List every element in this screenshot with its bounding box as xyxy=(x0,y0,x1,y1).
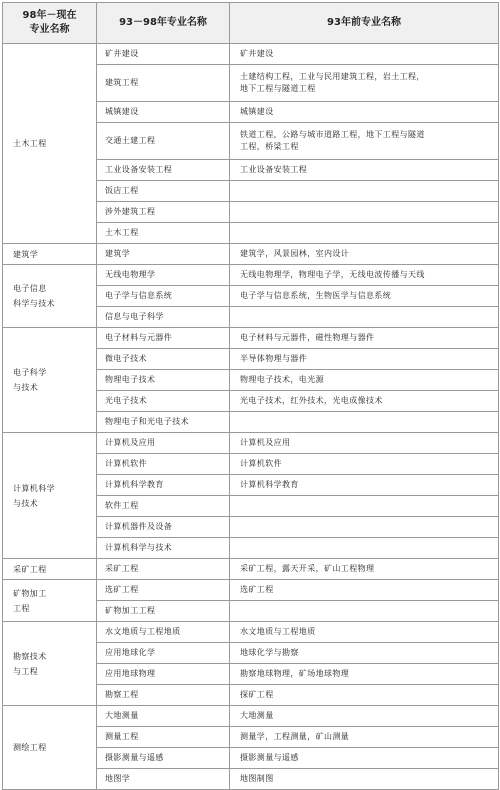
old-major-name xyxy=(230,454,499,475)
table-row xyxy=(3,44,499,65)
table-row xyxy=(3,559,499,580)
mid-major-name: 计算机软件 xyxy=(97,454,230,475)
table-row xyxy=(3,328,499,349)
mid-major-name: 大地测量 xyxy=(97,706,230,727)
old-major-name xyxy=(230,517,499,538)
old-major-name xyxy=(230,391,499,412)
old-major-name-line: 矿井建设 xyxy=(240,49,274,58)
mid-major-name: 软件工程 xyxy=(97,496,230,517)
mid-major-name: 矿物加工工程 xyxy=(97,601,230,622)
old-major-name-line: 铁道工程，公路与城市道路工程，地下工程与隧道 xyxy=(240,130,425,139)
major-mapping-table xyxy=(2,2,499,790)
old-major-name xyxy=(230,664,499,685)
mid-major-name: 应用地球化学 xyxy=(97,643,230,664)
header-new-name xyxy=(3,3,97,44)
old-major-name xyxy=(230,559,499,580)
new-major-name-line: 与技术 xyxy=(13,498,39,508)
new-major-name-line: 电子科学 xyxy=(13,368,47,377)
mid-major-name: 矿井建设 xyxy=(97,44,230,65)
old-major-name-line: 电子材料与元器件，磁性物理与器件 xyxy=(240,333,375,342)
mid-major-name: 土木工程 xyxy=(97,223,230,244)
mid-major-name: 计算机科学教育 xyxy=(97,475,230,496)
old-major-name-line: 地球化学与勘察 xyxy=(240,648,299,657)
old-major-name xyxy=(230,769,499,790)
old-major-name xyxy=(230,496,499,517)
mid-major-name: 计算机科学与技术 xyxy=(97,538,230,559)
old-major-name-line: 采矿工程，露天开采，矿山工程物理 xyxy=(240,564,375,573)
old-major-name-line: 计算机软件 xyxy=(240,459,282,468)
old-major-name xyxy=(230,727,499,748)
mid-major-name: 地图学 xyxy=(97,769,230,790)
old-major-name-line: 工业设备安装工程 xyxy=(240,165,308,174)
mid-major-name: 光电子技术 xyxy=(97,391,230,412)
old-major-name xyxy=(230,286,499,307)
old-major-name-line: 物理电子技术，电光源 xyxy=(240,375,324,384)
mid-major-name: 电子材料与元器件 xyxy=(97,328,230,349)
old-major-name-line: 勘察地球物理，矿场地球物理 xyxy=(240,669,350,678)
old-major-name xyxy=(230,265,499,286)
mid-major-name: 信息与电子科学 xyxy=(97,307,230,328)
new-major-name-line: 测绘工程 xyxy=(13,743,47,752)
old-major-name-line: 无线电物理学，物理电子学，无线电波传播与天线 xyxy=(240,270,425,279)
table-row xyxy=(3,433,499,454)
old-major-name xyxy=(230,65,499,102)
new-major-name-line: 土木工程 xyxy=(13,139,47,148)
old-major-name xyxy=(230,328,499,349)
old-major-name xyxy=(230,349,499,370)
new-major-name xyxy=(3,44,97,244)
old-major-name-line: 电子学与信息系统，生物医学与信息系统 xyxy=(240,291,392,300)
mid-major-name: 工业设备安装工程 xyxy=(97,160,230,181)
mid-major-name: 计算机器件及设备 xyxy=(97,517,230,538)
header-new-line2: 专业名称 xyxy=(29,24,70,35)
table-row xyxy=(3,265,499,286)
old-major-name xyxy=(230,370,499,391)
old-major-name-line: 探矿工程 xyxy=(240,690,274,699)
new-major-name-line: 工程 xyxy=(13,603,30,613)
mid-major-name: 电子学与信息系统 xyxy=(97,286,230,307)
mid-major-name: 勘察工程 xyxy=(97,685,230,706)
new-major-name-line: 建筑学 xyxy=(13,249,39,259)
new-major-name-line: 与工程 xyxy=(13,666,39,676)
table-row xyxy=(3,580,499,601)
old-major-name-line: 计算机科学教育 xyxy=(240,480,299,489)
table-row xyxy=(3,622,499,643)
mid-major-name: 交通土建工程 xyxy=(97,123,230,160)
new-major-name xyxy=(3,622,97,706)
new-major-name xyxy=(3,328,97,433)
table-body xyxy=(3,44,499,790)
old-major-name xyxy=(230,181,499,202)
old-major-name-line: 工程，桥梁工程 xyxy=(240,142,299,151)
table-row xyxy=(3,244,499,265)
new-major-name xyxy=(3,244,97,265)
new-major-name xyxy=(3,580,97,622)
old-major-name xyxy=(230,307,499,328)
mid-major-name: 涉外建筑工程 xyxy=(97,202,230,223)
new-major-name-line: 矿物加工 xyxy=(13,588,47,598)
old-major-name-line: 选矿工程 xyxy=(240,585,274,594)
old-major-name xyxy=(230,123,499,160)
old-major-name-line: 半导体物理与器件 xyxy=(240,354,308,363)
old-major-name-line: 测量学，工程测量，矿山测量 xyxy=(240,732,350,741)
mid-major-name: 建筑工程 xyxy=(97,65,230,102)
mid-major-name: 选矿工程 xyxy=(97,580,230,601)
new-major-name xyxy=(3,433,97,559)
old-major-name xyxy=(230,622,499,643)
old-major-name xyxy=(230,160,499,181)
old-major-name-line: 土建结构工程，工业与民用建筑工程，岩土工程， xyxy=(240,72,425,81)
mid-major-name: 物理电子技术 xyxy=(97,370,230,391)
mid-major-name: 城镇建设 xyxy=(97,102,230,123)
old-major-name xyxy=(230,748,499,769)
old-major-name xyxy=(230,202,499,223)
old-major-name xyxy=(230,580,499,601)
old-major-name xyxy=(230,412,499,433)
old-major-name xyxy=(230,44,499,65)
old-major-name xyxy=(230,244,499,265)
old-major-name xyxy=(230,643,499,664)
mid-major-name: 水文地质与工程地质 xyxy=(97,622,230,643)
table-row xyxy=(3,706,499,727)
mid-major-name: 物理电子和光电子技术 xyxy=(97,412,230,433)
new-major-name-line: 电子信息 xyxy=(13,284,47,293)
mid-major-name: 饭店工程 xyxy=(97,181,230,202)
old-major-name xyxy=(230,706,499,727)
mid-major-name: 微电子技术 xyxy=(97,349,230,370)
mid-major-name: 无线电物理学 xyxy=(97,265,230,286)
mid-major-name: 计算机及应用 xyxy=(97,433,230,454)
header-old-name: 93年前专业名称 xyxy=(230,3,499,44)
mid-major-name: 应用地球物理 xyxy=(97,664,230,685)
old-major-name-line: 建筑学，风景园林，室内设计 xyxy=(240,249,350,258)
new-major-name xyxy=(3,559,97,580)
new-major-name-line: 与技术 xyxy=(13,383,39,392)
mid-major-name: 采矿工程 xyxy=(97,559,230,580)
new-major-name xyxy=(3,265,97,328)
table-container xyxy=(2,2,499,790)
old-major-name-line: 光电子技术，红外技术，光电成像技术 xyxy=(240,396,383,405)
header-mid-name: 93－98年专业名称 xyxy=(97,3,230,44)
old-major-name xyxy=(230,538,499,559)
header-row xyxy=(3,3,499,44)
old-major-name-line: 大地测量 xyxy=(240,711,274,720)
new-major-name-line: 科学与技术 xyxy=(13,299,55,308)
mid-major-name: 摄影测量与遥感 xyxy=(97,748,230,769)
new-major-name xyxy=(3,706,97,790)
old-major-name xyxy=(230,223,499,244)
old-major-name-line: 水文地质与工程地质 xyxy=(240,627,316,636)
mid-major-name: 建筑学 xyxy=(97,244,230,265)
old-major-name xyxy=(230,433,499,454)
mid-major-name: 测量工程 xyxy=(97,727,230,748)
new-major-name-line: 计算机科学 xyxy=(13,483,55,493)
old-major-name xyxy=(230,601,499,622)
new-major-name-line: 勘察技术 xyxy=(13,651,47,661)
old-major-name-line: 地图制图 xyxy=(240,774,274,783)
old-major-name xyxy=(230,102,499,123)
new-major-name-line: 采矿工程 xyxy=(13,564,47,574)
old-major-name xyxy=(230,685,499,706)
old-major-name-line: 城镇建设 xyxy=(240,107,274,116)
header-new-line1: 98年－现在 xyxy=(22,10,77,21)
old-major-name-line: 计算机及应用 xyxy=(240,438,291,447)
old-major-name xyxy=(230,475,499,496)
old-major-name-line: 摄影测量与遥感 xyxy=(240,753,299,762)
old-major-name-line: 地下工程与隧道工程 xyxy=(240,84,316,93)
